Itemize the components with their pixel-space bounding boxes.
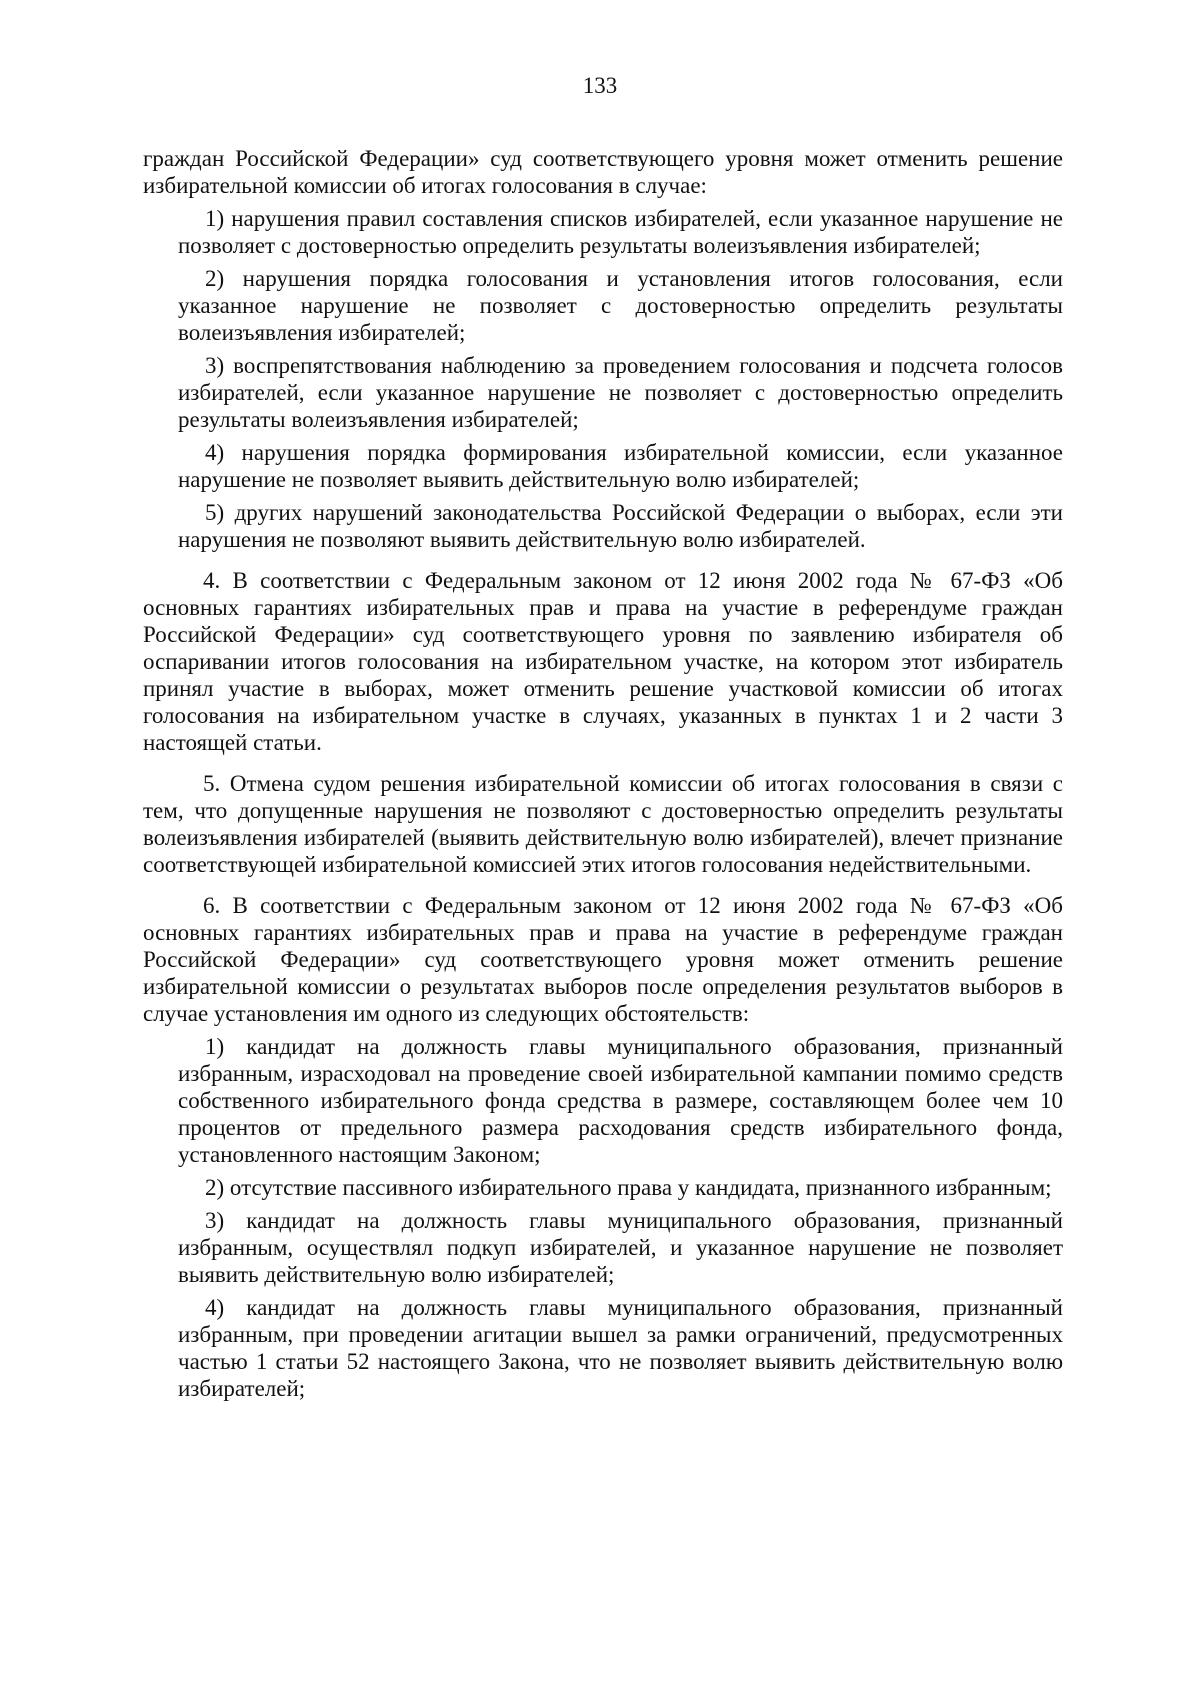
page-number: 133	[582, 73, 618, 98]
paragraph-4: 4. В соответствии с Федеральным законом от 12 июня 2002 года № 67-ФЗ «Об основных гарантиях избирательных прав и права на участие в референдуме граждан Российской Федерации» суд соответствующего уровня по заявлению избирателя об оспаривании итогов голосования на избирательном участке, на котором этот избиратель принял участие в выборах, может отменить решение участковой комиссии об итогах голосования на избирательном участке в случаях, указанных в пунктах 1 и 2 части 3 настоящей статьи.	[143, 568, 1063, 755]
list-item: 1) кандидат на должность главы муниципального образования, признанный избранным, израсходовал на проведение своей избирательной кампании помимо средств собственного избирательного фонда средства в размере, составляющем более чем 10 процентов от предельного размера расходования средств избирательного фонда, установленного настоящим Законом;	[178, 1034, 1063, 1167]
list-item: 4) кандидат на должность главы муниципального образования, признанный избранным, при проведении агитации вышел за рамки ограничений, предусмотренных частью 1 статьи 52 настоящего Закона, что не позволяет выявить действительную волю избирателей;	[178, 1295, 1063, 1401]
list-item: 1) нарушения правил составления списков избирателей, если указанное нарушение не позволяет с достоверностью определить результаты волеизъявления избирателей;	[178, 206, 1063, 258]
list-item: 2) нарушения порядка голосования и установления итогов голосования, если указанное нарушение не позволяет с достоверностью определить результаты волеизъявления избирателей;	[178, 266, 1063, 345]
paragraph-5: 5. Отмена судом решения избирательной комиссии об итогах голосования в связи с тем, что допущенные нарушения не позволяют с достоверностью определить результаты волеизъявления избирателей (выявить действительную волю избирателей), влечет признание соответствующей избирательной комиссией этих итогов голосования недействительными.	[143, 771, 1063, 877]
list-item: 3) воспрепятствования наблюдению за проведением голосования и подсчета голосов избирателей, если указанное нарушение не позволяет с достоверностью определить результаты волеизъявления избирателей;	[178, 353, 1063, 432]
list-item: 5) других нарушений законодательства Российской Федерации о выборах, если эти нарушения не позволяют выявить действительную волю избирателей.	[178, 500, 1063, 552]
list-item: 2) отсутствие пассивного избирательного права у кандидата, признанного избранным;	[205, 1175, 1052, 1200]
paragraph-6: 6. В соответствии с Федеральным законом от 12 июня 2002 года № 67-ФЗ «Об основных гарантиях избирательных прав и права на участие в референдуме граждан Российской Федерации» суд соответствующего уровня может отменить решение избирательной комиссии о результатах выборов после определения результатов выборов в случае установления им одного из следующих обстоятельств:	[143, 893, 1063, 1026]
list-item: 4) нарушения порядка формирования избирательной комиссии, если указанное нарушение не позволяет выявить действительную волю избирателей;	[178, 440, 1063, 492]
paragraph-continuation: граждан Российской Федерации» суд соответствующего уровня может отменить решение избирательной комиссии об итогах голосования в случае:	[143, 146, 1063, 198]
list-item: 3) кандидат на должность главы муниципального образования, признанный избранным, осуществлял подкуп избирателей, и указанное нарушение не позволяет выявить действительную волю избирателей;	[178, 1208, 1063, 1287]
document-body	[143, 145, 1063, 1402]
